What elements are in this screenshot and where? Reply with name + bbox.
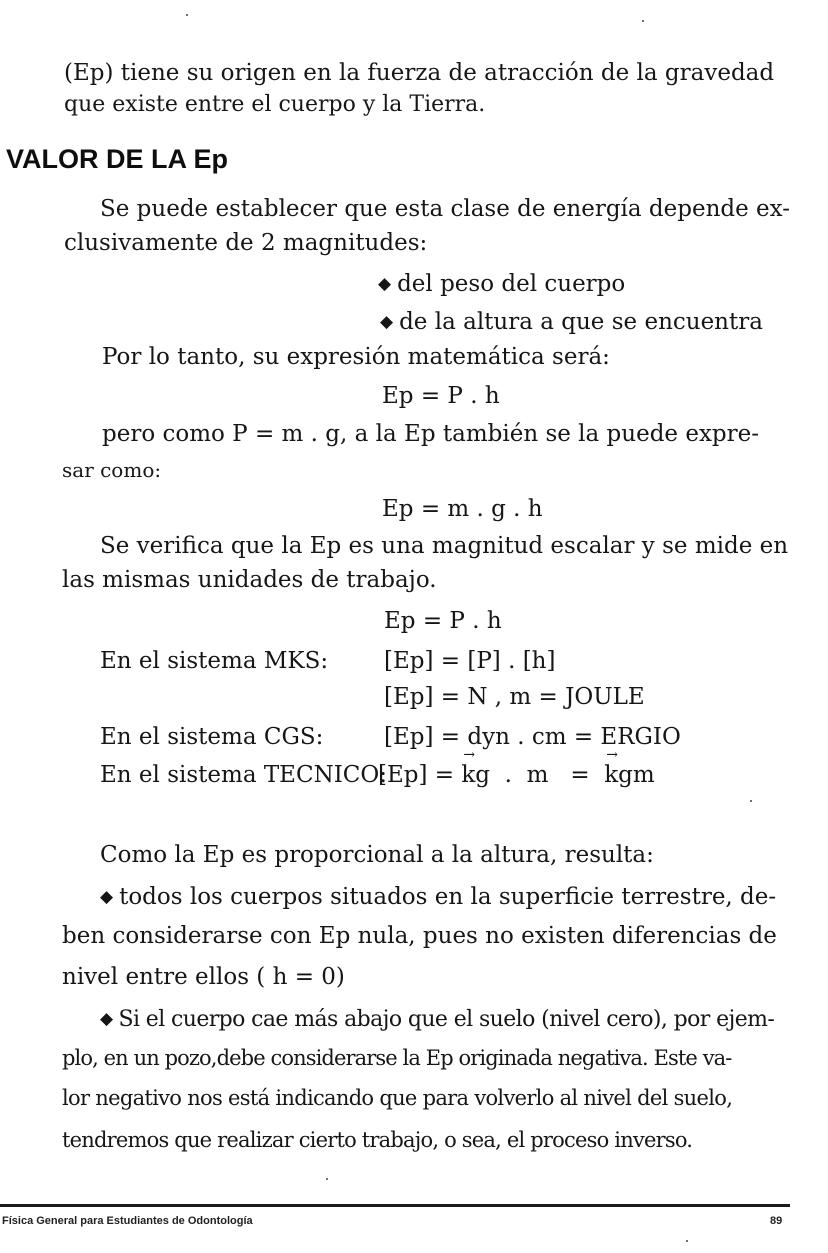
magnitude-item: ◆ del peso del cuerpo [378, 271, 626, 297]
intro-line-2: que existe entre el cuerpo y la Tierra. [64, 92, 486, 117]
para3-line-1: pero como P = m . g, a la Ep también se la puede expre- [102, 421, 760, 447]
scan-speck [186, 14, 188, 16]
magnitude-item: ◆ de la altura a que se encuentra [380, 309, 763, 335]
arrow-icon: → [606, 747, 618, 763]
conclusion2-line-4: tendremos que realizar cierto trabajo, o sea, el proceso inverso. [62, 1128, 693, 1152]
footer-page-number: 89 [770, 1215, 783, 1227]
vector-unit: → kgm [604, 747, 655, 788]
cgs-label: En el sistema CGS: [100, 724, 324, 750]
para2: Por lo tanto, su expresión matemática será: [102, 344, 610, 370]
conclusion1-line-2: ben considerarse con Ep nula, pues no existen diferencias de [62, 923, 777, 949]
para4-line-2: las mismas unidades de trabajo. [62, 567, 437, 593]
para1-line-2: clusivamente de 2 magnitudes: [64, 230, 428, 256]
vector-unit: → kg [461, 747, 491, 788]
arrow-icon: → [463, 747, 476, 763]
scan-speck [686, 1240, 688, 1242]
conclusion2-line-3: lor negativo nos está indicando que para volverlo al nivel del suelo, [62, 1086, 733, 1110]
intro-line-1: (Ep) tiene su origen en la fuerza de atracción de la gravedad [64, 60, 775, 86]
units-base-formula: Ep = P . h [384, 608, 502, 634]
formula-ep-ph: Ep = P . h [382, 383, 500, 409]
conclusion1-line-1: ◆ todos los cuerpos situados en la superficie terrestre, de- [100, 884, 777, 910]
para1-line-1: Se puede establecer que esta clase de energía depende ex- [100, 196, 790, 222]
scan-speck [750, 800, 752, 802]
mks-line-2: [Ep] = N , m = JOULE [384, 684, 645, 710]
para3-line-2: sar como: [62, 458, 162, 482]
footer-rule [0, 1204, 790, 1207]
mks-label: En el sistema MKS: [100, 648, 329, 674]
bullet-icon: ◆ [100, 887, 114, 907]
footer-book-title: Física General para Estudiantes de Odontología [2, 1215, 253, 1227]
scan-speck [326, 1178, 328, 1180]
conclusion1-line-3: nivel entre ellos ( h = 0) [62, 964, 345, 990]
conclusion2-line-2: plo, en un pozo,debe considerarse la Ep originada negativa. Este va- [62, 1046, 732, 1070]
bullet-icon: ◆ [378, 274, 392, 294]
scan-speck [642, 20, 644, 22]
tecnico-line: [Ep] = → kg . m = → kgm [378, 747, 655, 788]
bullet-icon: ◆ [100, 1009, 113, 1029]
mks-line-1: [Ep] = [P] . [h] [384, 648, 556, 674]
conclusion2-line-1: ◆ Si el cuerpo cae más abajo que el suelo (nivel cero), por ejem- [100, 1005, 774, 1036]
tecnico-label: En el sistema TECNICO: [100, 762, 387, 788]
section-heading: VALOR DE LA Ep [6, 144, 228, 174]
cgs-line: [Ep] = dyn . cm = ERGIO [384, 724, 681, 750]
formula-ep-mgh: Ep = m . g . h [382, 496, 543, 522]
para4-line-1: Se verifica que la Ep es una magnitud escalar y se mide en [100, 533, 789, 559]
para5: Como la Ep es proporcional a la altura, resulta: [100, 842, 654, 868]
bullet-icon: ◆ [380, 312, 394, 332]
